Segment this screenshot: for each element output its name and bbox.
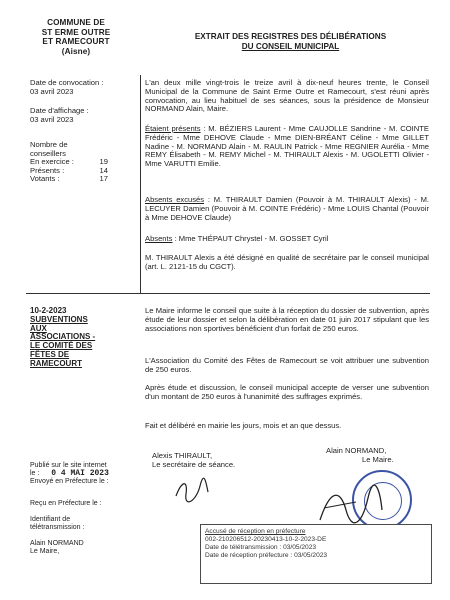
section-title-line-3: ASSOCIATIONS - (30, 332, 96, 342)
votants-label: Votants : (30, 174, 60, 184)
receipt-line-2: 002-210206512-20230413-10-2-2023-DE (205, 536, 327, 543)
commune-line-1: COMMUNE DE (47, 18, 105, 27)
intro-paragraph: L'an deux mille vingt-trois le treize avril à dix-neuf heures trente, le Conseil Municipal de la Commune de Saint Erme Outre et Ramecourt, s'est réuni après convocation, au lieu habituel de ses séances, sous la présidence de Monsieur NORMAND Alain, Maire. (145, 78, 429, 114)
excuses-paragraph (145, 196, 429, 222)
mayor-signature (316, 480, 386, 530)
receipt-line-4: Date de réception préfecture : 03/05/2023 (205, 552, 328, 559)
section-title-line-5: FÊTES DE (30, 349, 70, 359)
mayor-role: Le Maire. (362, 454, 394, 464)
receipt-line-1: Accusé de réception en préfecture (205, 528, 306, 535)
presents-value: 14 (99, 165, 108, 175)
exercice-value: 19 (99, 157, 108, 167)
publication-line-1: Publié sur le site internet (30, 462, 107, 469)
absents-paragraph (145, 235, 429, 244)
publication-signatory (30, 540, 84, 556)
publication-block (30, 462, 109, 486)
identifiant-label-1: Identifiant de (30, 516, 71, 523)
section-divider (26, 293, 430, 294)
receipt-line-3: Date de télétransmission : 03/05/2023 (205, 544, 317, 551)
presents-label: Présents : (30, 165, 65, 175)
conseillers-block (30, 141, 108, 184)
presents-paragraph (145, 125, 429, 169)
secretaire-paragraph: M. THIRAULT Alexis a été désigné en qualité de secrétaire par le conseil municipal (art. L. 2121-15 du CGCT). (145, 253, 429, 271)
section-title (30, 307, 130, 369)
excuses-list: : M. THIRAULT Damien (Pouvoir à M. THIRAULT Alexis) - M. LECUYER Damien (Pouvoir à M. COINTE Frédéric) - Mme LOUIS Chantal (Pouvoir à Mme DEHOVE Claude) (145, 195, 429, 222)
body-paragraph-2: L'Association du Comité des Fêtes de Ramecourt se voit attribuer une subvention de 250 euros. (145, 356, 429, 374)
section-title-line-6: RAMECOURT (30, 358, 82, 368)
publication-date-stamp: 0 4 MAI 2023 (51, 469, 109, 478)
section-title-line-2: AUX (30, 323, 47, 333)
presents-list: : M. BÉZIERS Laurent - Mme CAUJOLLE Sandrine - M. COINTE Frédéric - Mme DEHOVE Claude - Mme DIEN-BRÉANT Céline - Mme GILLET Nadine - M. NORMAND Alain - M. RAULIN Patrick - Mme REGNIER Aurélia - Mme REMY Élisabeth - M. REMY Michel - M. THIRAULT Alexis - M. UGOLETTI Olivier - Mme VARUTTI Emilie. (145, 124, 429, 169)
identifiant-block (30, 516, 84, 532)
secretary-name: Alexis THIRAULT, (152, 451, 213, 460)
document-title (148, 32, 433, 51)
publication-signatory-name: Alain NORMAND (30, 540, 84, 547)
identifiant-label-2: télétransmission : (30, 524, 85, 531)
section-number: 10-2-2023 (30, 306, 67, 315)
conseillers-label-2: conseillers (30, 148, 66, 158)
convocation-date: 03 avril 2023 (30, 86, 74, 96)
secretary-signature-block (152, 452, 235, 470)
mayor-signature-block (326, 447, 394, 465)
body-paragraph-3: Après étude et discussion, le conseil municipal accepte de verser une subvention d'un montant de 250 euros à l'unanimité des suffrages exprimés. (145, 383, 429, 401)
votants-row (30, 175, 108, 184)
affichage-label: Date d'affichage : (30, 106, 89, 115)
reception-line: Reçu en Préfecture le : (30, 500, 102, 507)
secretary-signature (172, 476, 212, 506)
commune-header (20, 18, 132, 56)
commune-line-3: ET RAMECOURT (42, 37, 110, 46)
publication-line-2: Envoyé en Préfecture le : (30, 478, 109, 485)
votants-value: 17 (99, 174, 108, 184)
affichage-block (30, 107, 89, 124)
absents-label: Absents (145, 234, 173, 243)
mayor-name: Alain NORMAND, (326, 446, 387, 455)
secretary-role: Le secrétaire de séance. (152, 459, 236, 469)
publication-le: le : (30, 470, 40, 477)
conseillers-label-1: Nombre de (30, 140, 68, 149)
publication-signatory-role: Le Maire, (30, 548, 60, 555)
prefecture-receipt (200, 524, 432, 584)
presents-label: Étaient présents (145, 124, 201, 133)
commune-line-4: (Aisne) (61, 46, 91, 56)
absents-list: : Mme THÉPAUT Chrystel - M. GOSSET Cyril (172, 234, 329, 243)
commune-line-2: ST ERME OUTRE (41, 27, 111, 37)
affichage-date: 03 avril 2023 (30, 114, 74, 124)
column-divider (140, 75, 141, 293)
body-paragraph-1: Le Maire informe le conseil que suite à la réception du dossier de subvention, après étude de leur dossier et selon la délibération en date 01 juin 2017 stipulant que les associations non sportives bénéficient d'un forfait de 250 euros. (145, 306, 429, 333)
body-paragraph-4: Fait et délibéré en mairie les jours, mois et an que dessus. (145, 421, 342, 430)
excuses-label: Absents excusés (145, 195, 205, 204)
convocation-label: Date de convocation : (30, 78, 104, 87)
exercice-label: En exercice : (30, 157, 74, 167)
title-line-2: DU CONSEIL MUNICIPAL (241, 41, 340, 51)
convocation-block (30, 79, 103, 96)
section-title-line-1: SUBVENTIONS (30, 314, 88, 324)
title-line-1: EXTRAIT DES REGISTRES DES DÉLIBÉRATIONS (194, 32, 387, 41)
section-title-line-4: LE COMITÉ DES (30, 341, 93, 351)
